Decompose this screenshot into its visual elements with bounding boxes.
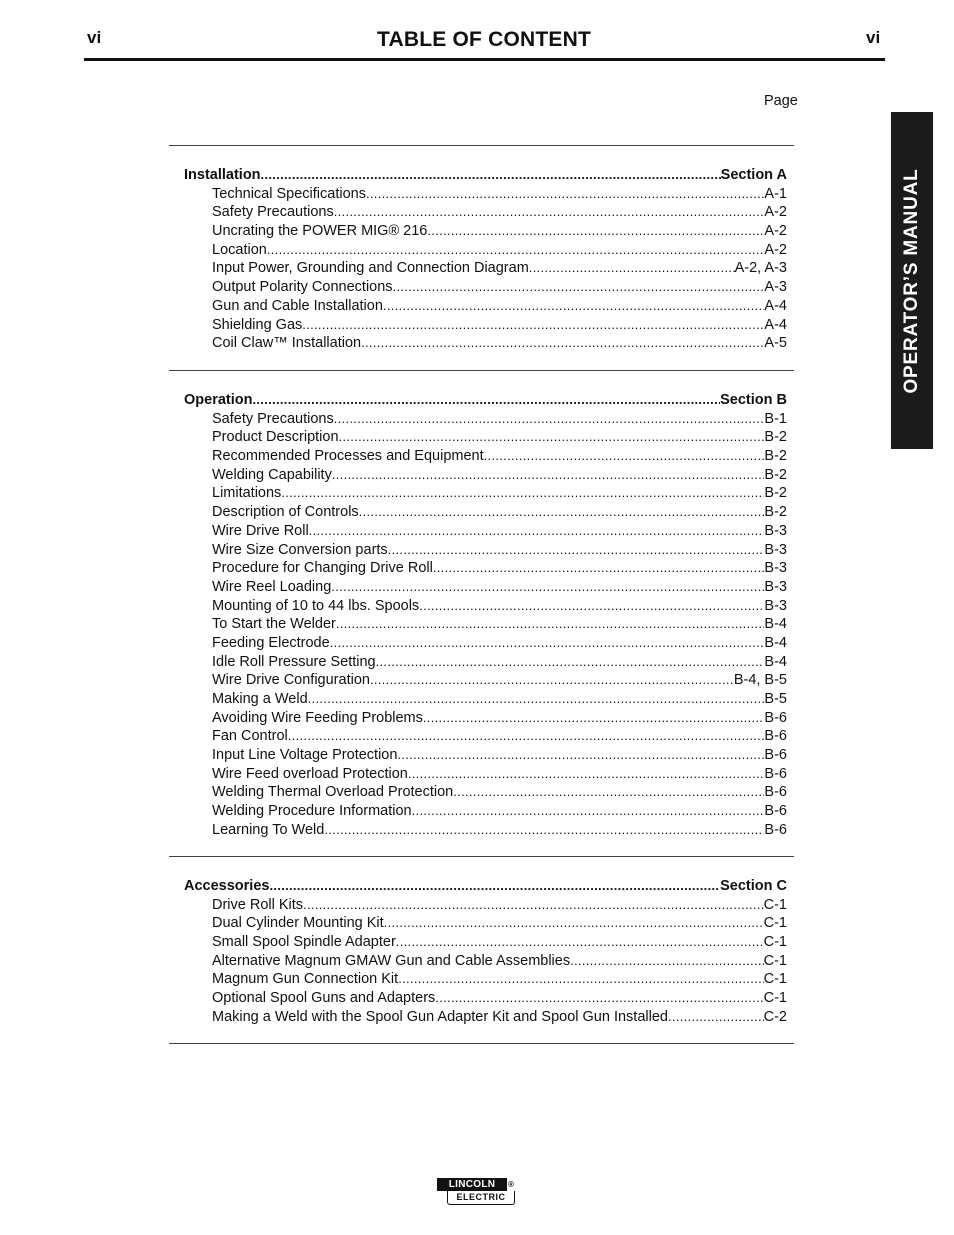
toc-entry-page: B-6 (764, 784, 787, 801)
toc-entry[interactable] (184, 297, 787, 316)
toc-entry[interactable] (184, 559, 787, 578)
dot-leader (252, 391, 720, 410)
dot-leader (423, 709, 765, 728)
toc-entry-label: Making a Weld with the Spool Gun Adapter Kit and Spool Gun Installed (212, 1008, 668, 1025)
toc-entry[interactable] (184, 746, 787, 765)
dot-leader (308, 690, 765, 709)
dot-leader (281, 484, 764, 503)
page-number-right: vi (866, 28, 881, 47)
divider (169, 856, 794, 857)
lincoln-electric-logo (437, 1178, 515, 1207)
toc-entry-page: B-1 (764, 410, 787, 427)
side-tab-label: OPERATOR’S MANUAL (901, 167, 922, 394)
toc-entry-page: A-1 (764, 185, 787, 202)
dot-leader (388, 541, 765, 560)
toc-entry-label: Gun and Cable Installation (212, 297, 383, 314)
toc-entry-page: A-2, A-3 (734, 260, 787, 277)
toc-entry-page: B-2 (764, 485, 787, 502)
page-number-left: vi (87, 28, 102, 47)
toc-entry-page: C-2 (763, 1008, 787, 1025)
toc-entry-label: Procedure for Changing Drive Roll (212, 560, 433, 577)
toc-entry[interactable] (184, 802, 787, 821)
dot-leader (393, 278, 765, 297)
toc-entry[interactable] (184, 952, 787, 971)
toc-entry-label: Dual Cylinder Mounting Kit (212, 915, 384, 932)
dot-leader (324, 821, 764, 840)
toc-section-operation (184, 391, 787, 840)
toc-entry-label: To Start the Welder (212, 616, 336, 633)
toc-entry-page: A-2 (764, 223, 787, 240)
toc-entry[interactable] (184, 765, 787, 784)
dot-leader (570, 952, 764, 971)
toc-entry-page: B-2 (764, 504, 787, 521)
page-column-label: Page (764, 93, 798, 109)
toc-entry-page: C-1 (763, 915, 787, 932)
toc-entry[interactable] (184, 1008, 787, 1027)
toc-entry-page: B-4 (764, 616, 787, 633)
dot-leader (331, 578, 764, 597)
toc-entry-page: C-1 (763, 971, 787, 988)
toc-entry-label: Mounting of 10 to 44 lbs. Spools (212, 597, 420, 614)
toc-section-heading-label: Accessories (184, 878, 270, 894)
toc-entry[interactable] (184, 615, 787, 634)
toc-entry-label: Learning To Weld (212, 821, 325, 838)
toc-entry-page: C-1 (763, 896, 787, 913)
toc-entry-label: Fan Control (212, 728, 288, 745)
toc-entry[interactable] (184, 541, 787, 560)
toc-entry-label: Uncrating the POWER MIG® 216 (212, 223, 428, 240)
toc-entry-page: A-2 (764, 241, 787, 258)
title-rule (84, 58, 885, 61)
toc-entry-page: A-4 (764, 316, 787, 333)
toc-entry-page: C-1 (763, 934, 787, 951)
toc-entry-label: Welding Capability (212, 466, 332, 483)
toc-entry-page: A-4 (764, 297, 787, 314)
dot-leader (484, 447, 765, 466)
toc-entry-page: A-3 (764, 279, 787, 296)
dot-leader (529, 259, 735, 278)
toc-entry-label: Shielding Gas (212, 316, 303, 333)
toc-entry[interactable] (184, 690, 787, 709)
toc-entry[interactable] (184, 727, 787, 746)
dot-leader (330, 634, 765, 653)
dot-leader (453, 783, 764, 802)
toc-entry[interactable] (184, 203, 787, 222)
dot-leader (435, 989, 763, 1008)
toc-entry-label: Technical Specifications (212, 185, 366, 202)
toc-entry-label: Recommended Processes and Equipment (212, 448, 484, 465)
toc-entry-label: Coil Claw™ Installation (212, 335, 362, 352)
toc-entry-page: B-2 (764, 448, 787, 465)
toc-entry-page: B-3 (764, 522, 787, 539)
toc-section-heading[interactable] (184, 391, 787, 410)
divider (169, 1043, 794, 1044)
toc-entry[interactable] (184, 259, 787, 278)
toc-entry[interactable] (184, 503, 787, 522)
toc-entry-page: B-6 (764, 821, 787, 838)
dot-leader (398, 970, 763, 989)
toc-entry[interactable] (184, 709, 787, 728)
toc-entry-page: B-3 (764, 578, 787, 595)
toc-entry[interactable] (184, 578, 787, 597)
dot-leader (288, 727, 765, 746)
toc-entry[interactable] (184, 671, 787, 690)
divider (169, 370, 794, 371)
toc-entry-label: Wire Size Conversion parts (212, 541, 388, 558)
toc-entry-label: Safety Precautions (212, 410, 334, 427)
dot-leader (383, 297, 765, 316)
toc-entry-page: C-1 (763, 952, 787, 969)
divider (169, 145, 794, 146)
dot-leader (359, 503, 765, 522)
dot-leader (376, 653, 765, 672)
toc-entry-page: B-6 (764, 747, 787, 764)
dot-leader (427, 222, 764, 241)
toc-entry-label: Input Line Voltage Protection (212, 747, 398, 764)
toc-entry-page: B-3 (764, 597, 787, 614)
toc-entry[interactable] (184, 634, 787, 653)
toc-entry-label: Optional Spool Guns and Adapters (212, 990, 436, 1007)
toc-entry-page: B-3 (764, 560, 787, 577)
toc-entry[interactable] (184, 447, 787, 466)
dot-leader (339, 428, 765, 447)
toc-entry[interactable] (184, 241, 787, 260)
logo-registered-mark: ® (508, 1180, 514, 1189)
toc-entry-page: A-2 (764, 204, 787, 221)
dot-leader (412, 802, 765, 821)
toc-entry[interactable] (184, 597, 787, 616)
dot-leader (408, 765, 765, 784)
toc-section-heading[interactable] (184, 166, 787, 185)
toc-entry[interactable] (184, 484, 787, 503)
toc-entry-page: B-4 (764, 653, 787, 670)
toc-section-heading-page: Section C (720, 878, 787, 894)
toc-entry-label: Input Power, Grounding and Connection Diagram (212, 260, 529, 277)
dot-leader (269, 877, 720, 896)
toc-entry-label: Description of Controls (212, 504, 359, 521)
dot-leader (302, 316, 764, 335)
toc-entry[interactable] (184, 222, 787, 241)
dot-leader (366, 185, 764, 204)
dot-leader (384, 914, 764, 933)
toc-entry-label: Magnum Gun Connection Kit (212, 971, 399, 988)
dot-leader (267, 241, 765, 260)
toc-entry[interactable] (184, 428, 787, 447)
dot-leader (668, 1008, 764, 1027)
toc-entry-label: Wire Reel Loading (212, 578, 332, 595)
toc-entry[interactable] (184, 278, 787, 297)
toc-entry[interactable] (184, 410, 787, 429)
toc-entry-page: C-1 (763, 990, 787, 1007)
dot-leader (370, 671, 734, 690)
dot-leader (433, 559, 765, 578)
toc-section-accessories (184, 877, 787, 1027)
dot-leader (303, 896, 764, 915)
dot-leader (309, 522, 765, 541)
toc-entry[interactable] (184, 989, 787, 1008)
toc-entry-label: Welding Procedure Information (212, 803, 412, 820)
toc-entry-label: Safety Precautions (212, 204, 334, 221)
toc-entry[interactable] (184, 185, 787, 204)
toc-entry-page: B-3 (764, 541, 787, 558)
toc-entry[interactable] (184, 334, 787, 353)
dot-leader (261, 166, 721, 185)
toc-entry-label: Avoiding Wire Feeding Problems (212, 709, 423, 726)
logo-bottom-text: ELECTRIC (447, 1191, 515, 1205)
toc-entry[interactable] (184, 933, 787, 952)
toc-entry[interactable] (184, 522, 787, 541)
toc-entry[interactable] (184, 783, 787, 802)
toc-entry-page: B-6 (764, 803, 787, 820)
toc-entry[interactable] (184, 653, 787, 672)
toc-entry-label: Product Description (212, 429, 339, 446)
toc-entry-label: Alternative Magnum GMAW Gun and Cable Assemblies (212, 952, 571, 969)
toc-entry-label: Wire Feed overload Protection (212, 765, 408, 782)
toc-entry-label: Wire Drive Roll (212, 522, 309, 539)
page-title: TABLE OF CONTENT (377, 28, 591, 51)
toc-entry-page: A-5 (764, 335, 787, 352)
dot-leader (336, 615, 765, 634)
toc-entry[interactable] (184, 316, 787, 335)
toc-entry-page: B-5 (764, 691, 787, 707)
toc-section-heading-label: Installation (184, 167, 261, 183)
toc-entry-page: B-6 (764, 709, 787, 726)
toc-entry-label: Small Spool Spindle Adapter (212, 934, 396, 951)
toc-entry-label: Location (212, 241, 267, 258)
toc-entry-page: B-6 (764, 765, 787, 782)
dot-leader (396, 933, 764, 952)
toc-entry[interactable] (184, 896, 787, 915)
toc-entry-label: Wire Drive Configuration (212, 672, 370, 689)
toc-entry-label: Idle Roll Pressure Setting (212, 653, 376, 670)
toc-entry-page: B-2 (764, 429, 787, 446)
toc-entry-page: B-4 (764, 634, 787, 651)
toc-entry-label: Making a Weld (212, 691, 308, 707)
toc-entry[interactable] (184, 466, 787, 485)
toc-entry-label: Drive Roll Kits (212, 896, 304, 913)
toc-entry-label: Limitations (212, 485, 282, 502)
toc-entry[interactable] (184, 821, 787, 840)
dot-leader (334, 203, 765, 222)
dot-leader (334, 410, 765, 429)
toc-entry-label: Output Polarity Connections (212, 279, 393, 296)
toc-entry-page: B-6 (764, 728, 787, 745)
toc-section-heading-page: Section B (720, 392, 787, 408)
toc-entry-page: B-2 (764, 466, 787, 483)
toc-section-installation (184, 166, 787, 353)
toc-entry-label: Welding Thermal Overload Protection (212, 784, 454, 801)
toc-entry[interactable] (184, 970, 787, 989)
side-tab (891, 112, 933, 449)
dot-leader (332, 466, 765, 485)
toc-entry[interactable] (184, 914, 787, 933)
toc-entry-page: B-4, B-5 (733, 672, 787, 689)
dot-leader (419, 597, 764, 616)
dot-leader (361, 334, 764, 353)
toc-entry-label: Feeding Electrode (212, 634, 330, 651)
dot-leader (397, 746, 764, 765)
toc-section-heading-page: Section A (720, 167, 787, 183)
toc-section-heading[interactable] (184, 877, 787, 896)
logo-top-text: LINCOLN (437, 1178, 507, 1191)
toc-section-heading-label: Operation (184, 392, 253, 408)
